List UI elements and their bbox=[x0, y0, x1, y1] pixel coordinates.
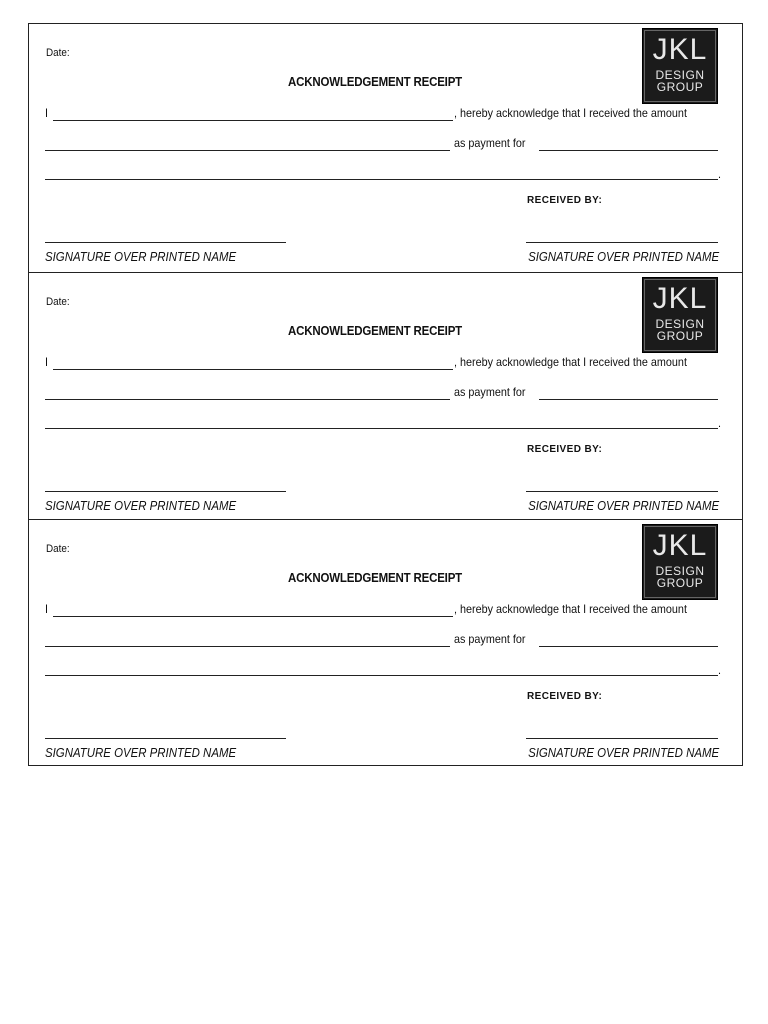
receipt-title: ACKNOWLEDGEMENT RECEIPT bbox=[288, 75, 463, 89]
line1-prefix: I bbox=[45, 602, 49, 617]
description-blank-line bbox=[45, 675, 718, 676]
logo-design-text: DESIGN bbox=[655, 68, 705, 82]
receipt-slip-1 bbox=[29, 24, 742, 272]
signature-line-right bbox=[526, 242, 718, 243]
payment-for-text: as payment for bbox=[454, 384, 526, 399]
jkl-logo bbox=[642, 277, 718, 353]
received-by-label: RECEIVED BY: bbox=[527, 443, 603, 455]
jkl-logo bbox=[642, 28, 718, 104]
amount-blank-line bbox=[45, 646, 450, 647]
logo-jkl-text: JKL bbox=[652, 281, 708, 315]
name-blank-line bbox=[53, 369, 453, 370]
logo-jkl-text: JKL bbox=[652, 33, 708, 66]
line1-prefix: I bbox=[45, 354, 49, 369]
amount-blank-line bbox=[45, 399, 450, 400]
payment-blank-line bbox=[539, 399, 718, 400]
logo-group-text: GROUP bbox=[656, 80, 704, 94]
jkl-logo bbox=[642, 524, 718, 600]
description-blank-line bbox=[45, 179, 718, 180]
signature-label-right: SIGNATURE OVER PRINTED NAME bbox=[527, 745, 719, 761]
receipt-title: ACKNOWLEDGEMENT RECEIPT bbox=[288, 571, 463, 586]
payment-blank-line bbox=[539, 150, 718, 151]
receipt-title: ACKNOWLEDGEMENT RECEIPT bbox=[288, 323, 463, 338]
payment-for-text: as payment for bbox=[454, 136, 526, 150]
received-by-label: RECEIVED BY: bbox=[527, 195, 603, 206]
receipt-slip-3 bbox=[29, 519, 742, 767]
line1-prefix: I bbox=[45, 106, 49, 120]
signature-line-left bbox=[45, 242, 286, 243]
payment-blank-line bbox=[539, 646, 718, 647]
name-blank-line bbox=[53, 120, 453, 121]
receipt-slip-2 bbox=[29, 272, 742, 520]
payment-for-text: as payment for bbox=[454, 632, 526, 647]
date-label: Date: bbox=[46, 543, 70, 556]
line3-period: . bbox=[718, 415, 722, 430]
date-label: Date: bbox=[46, 47, 70, 59]
signature-label-right: SIGNATURE OVER PRINTED NAME bbox=[527, 497, 719, 513]
signature-line-left bbox=[45, 738, 286, 739]
acknowledge-text: , hereby acknowledge that I received the amount bbox=[454, 354, 687, 369]
name-blank-line bbox=[53, 616, 453, 617]
line3-period: . bbox=[718, 663, 722, 678]
logo-group-text: GROUP bbox=[656, 576, 704, 591]
date-label: Date: bbox=[46, 295, 70, 308]
acknowledge-text: , hereby acknowledge that I received the amount bbox=[454, 602, 687, 617]
amount-blank-line bbox=[45, 150, 450, 151]
signature-line-left bbox=[45, 491, 286, 492]
line3-period: . bbox=[718, 167, 722, 181]
signature-label-right: SIGNATURE OVER PRINTED NAME bbox=[527, 249, 719, 264]
logo-design-text: DESIGN bbox=[655, 316, 705, 331]
description-blank-line bbox=[45, 428, 718, 429]
received-by-label: RECEIVED BY: bbox=[527, 691, 603, 703]
signature-line-right bbox=[526, 738, 718, 739]
logo-design-text: DESIGN bbox=[655, 564, 705, 579]
signature-label-left: SIGNATURE OVER PRINTED NAME bbox=[45, 249, 237, 264]
signature-line-right bbox=[526, 491, 718, 492]
signature-label-left: SIGNATURE OVER PRINTED NAME bbox=[45, 745, 237, 761]
signature-label-left: SIGNATURE OVER PRINTED NAME bbox=[45, 497, 237, 513]
receipt-sheet bbox=[28, 23, 743, 766]
logo-group-text: GROUP bbox=[656, 328, 704, 343]
logo-jkl-text: JKL bbox=[652, 529, 708, 563]
acknowledge-text: , hereby acknowledge that I received the amount bbox=[454, 106, 687, 120]
